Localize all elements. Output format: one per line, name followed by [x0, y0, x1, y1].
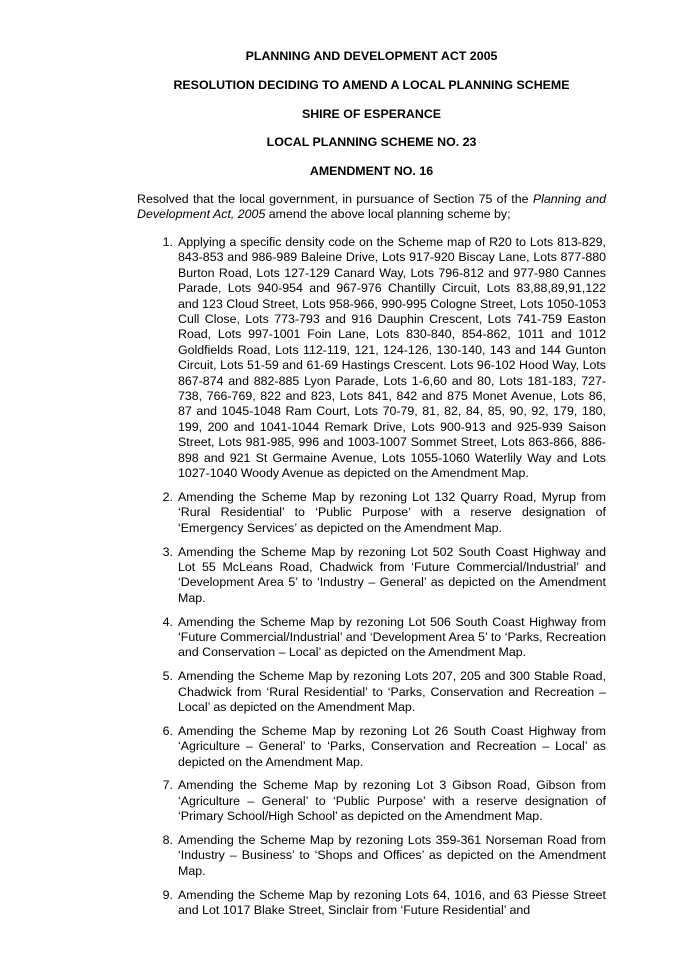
list-item-number: 2. [162, 489, 173, 504]
amendment-list [137, 235, 606, 927]
scheme-heading: LOCAL PLANNING SCHEME NO. 23 [266, 135, 477, 149]
list-item-text: Amending the Scheme Map by rezoning Lots 359-361 Norseman Road from ‘Industry – Business’ to ‘Shops and Offices’ as depicted on the Amendment Map. [178, 832, 606, 878]
list-item [137, 888, 606, 919]
act-name: Planning and Development Act, 2005 [137, 192, 606, 222]
intro-text-after: amend the above local planning scheme by; [265, 207, 511, 222]
list-item-number: 4. [162, 614, 173, 629]
resolution-heading: RESOLUTION DECIDING TO AMEND A LOCAL PLANNING SCHEME [173, 78, 570, 92]
list-item [137, 778, 606, 824]
list-item-number: 9. [162, 887, 173, 902]
list-item-text: Amending the Scheme Map by rezoning Lots 207, 205 and 300 Stable Road, Chadwick from ‘Rural Residential’ to ‘Parks, Conservation and Recreation – Local’ as depicted on the Amendment Map. [178, 669, 606, 714]
list-item-text: Amending the Scheme Map by rezoning Lot 502 South Coast Highway and Lot 55 McLeans Road, Chadwick from ‘Future Commercial/Industrial’ and ‘Development Area 5’ to ‘Industry – General’ as depicted on the Amendment Map. [178, 544, 606, 605]
list-item-number: 5. [162, 669, 173, 684]
list-item-text: Amending the Scheme Map by rezoning Lot 3 Gibson Road, Gibson from ‘Agriculture – General’ to ‘Public Purpose’ with a reserve designation of ‘Primary School/High School’ as depicted on the Amendment Map. [178, 778, 606, 824]
list-item [137, 669, 606, 715]
list-item-number: 1. [162, 235, 173, 249]
list-item-text: Amending the Scheme Map by rezoning Lot 26 South Coast Highway from ‘Agriculture – General’ to ‘Parks, Conservation and Recreation – Local’ as depicted on the Amendment Map. [178, 723, 606, 769]
list-item [137, 235, 606, 482]
amendment-heading: AMENDMENT NO. 16 [309, 164, 434, 178]
list-item-text: Amending the Scheme Map by rezoning Lots 64, 1016, and 63 Piesse Street and Lot 1017 Blake Street, Sinclair from ‘Future Residential’ and [178, 887, 606, 917]
list-item-number: 8. [162, 832, 173, 847]
list-item-number: 7. [162, 778, 173, 793]
list-item-text: Applying a specific density code on the Scheme map of R20 to Lots 813-829, 843-853 and 986-989 Baleine Drive, Lots 917-920 Biscay Lane, Lots 877-880 Burton Road, Lots 127-129 Canard Way, Lots 796-812 and 977-980 Cannes Parade, Lots 940-954 and 967-976 Chantilly Circuit, Lots 83,88,89,91,122 and 123 Cloud Street, Lots 958-966, 990-995 Cologne Street, Lots 1050-1053 Cull Close, Lots 773-793 and 916 Dauphin Crescent, Lots 741-759 Easton Road, Lots 997-1001 Foin Lane, Lots 830-840, 854-862, 1011 and 1012 Goldfields Road, Lots 112-119, 121, 124-126, 130-140, 143 and 144 Gunton Circuit, Lots 51-59 and 61-69 Hastings Crescent. Lots 96-102 Hood Way, Lots 867-874 and 882-885 Lyon Parade, Lots 1-6,60 and 80, Lots 181-183, 727-738, 766-769, 822 and 823, Lots 841, 842 and 875 Monet Avenue, Lots 86, 87 and 1045-1048 Ram Court, Lots 70-79, 81, 82, 84, 85, 90, 92, 179, 180, 199, 200 and 1041-1044 Remark Drive, Lots 900-913 and 925-939 Saison Street, Lots 981-985, 996 and 1003-1007 Sommet Street, Lots 863-866, 886-898 and 921 St Germaine Avenue, Lots 1055-1060 Waterlily Way and Lots 1027-1040 Woody Avenue as depicted on the Amendment Map. [178, 235, 606, 481]
list-item [137, 615, 606, 661]
list-item-number: 3. [162, 544, 173, 559]
list-item-number: 6. [162, 723, 173, 738]
list-item-text: Amending the Scheme Map by rezoning Lot 132 Quarry Road, Myrup from ‘Rural Residential’ to ‘Public Purpose’ with a reserve designation of ‘Emergency Services’ as depicted on the Amendment Map. [178, 489, 606, 535]
list-item-text: Amending the Scheme Map by rezoning Lot 506 South Coast Highway from ‘Future Commercial/Industrial’ and ‘Development Area 5’ to ‘Parks, Recreation and Conservation – Local’ as depicted on the Amendment Map. [178, 614, 606, 660]
list-item [137, 724, 606, 770]
intro-text-before: Resolved that the local government, in pursuance of Section 75 of the [137, 192, 533, 206]
list-item [137, 490, 606, 536]
resolution-intro [137, 192, 606, 223]
list-item [137, 833, 606, 879]
act-heading: PLANNING AND DEVELOPMENT ACT 2005 [245, 49, 498, 63]
list-item [137, 545, 606, 607]
shire-heading: SHIRE OF ESPERANCE [301, 107, 442, 121]
